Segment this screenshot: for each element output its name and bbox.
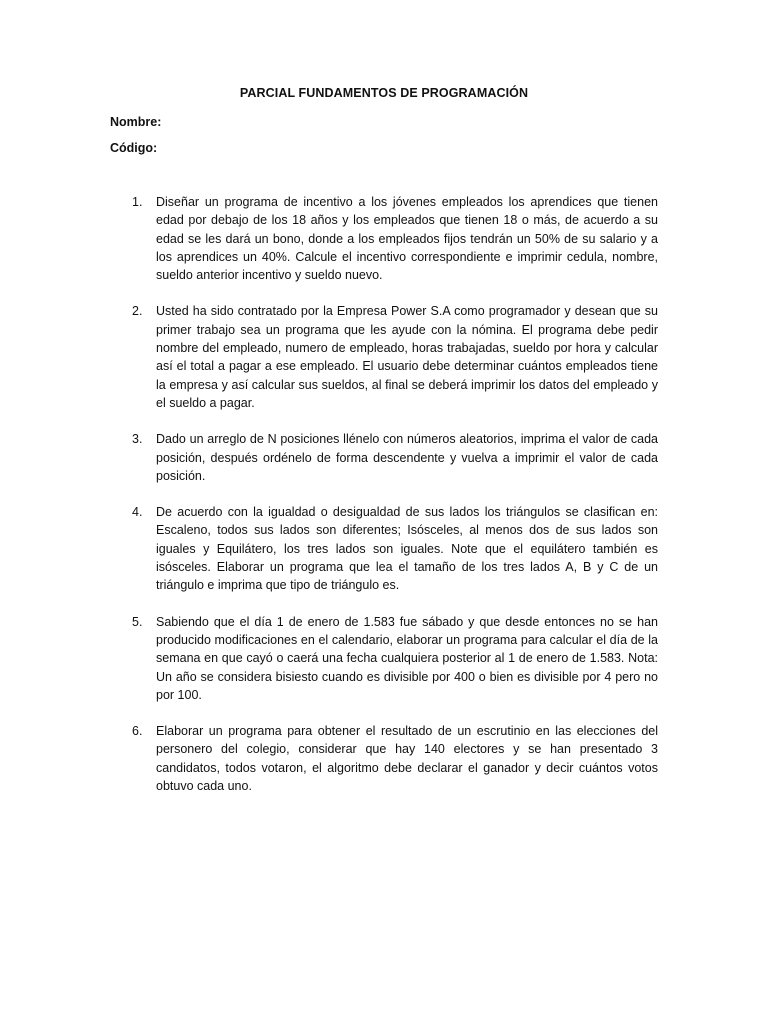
question-item-3 — [132, 430, 658, 485]
question-text: Dado un arreglo de N posiciones llénelo con números aleatorios, imprima el valor de cada posición, después ordénelo de forma descendente y vuelva a imprimir el valor de cada posición. — [156, 432, 658, 483]
question-text: De acuerdo con la igualdad o desigualdad de sus lados los triángulos se clasifican en: Escaleno, todos sus lados son diferentes; Isósceles, al menos dos de sus lados son iguales y Equilátero, los tres lados son iguales. Note que el equilátero también es isósceles. Elaborar un programa que lea el tamaño de los tres lados A, B y C de un triángulo e imprima que tipo de triángulo es. — [156, 505, 658, 593]
question-item-5 — [132, 613, 658, 704]
question-text: Usted ha sido contratado por la Empresa Power S.A como programador y desean que su primer trabajo sea un programa que les ayude con la nómina. El programa debe pedir nombre del empleado, numero de empleado, horas trabajadas, sueldo por hora y calcular así el total a pagar a ese empleado. El usuario debe determinar cuántos empleados tiene la empresa y así calcular sus sueldos, al final se deberá imprimir los datos del empleado y el sueldo a pagar. — [156, 304, 658, 410]
question-number: 5. — [132, 614, 143, 629]
question-number: 4. — [132, 505, 143, 520]
nombre-field-label: Nombre: — [110, 115, 162, 129]
question-list — [132, 193, 658, 813]
question-item-2 — [132, 302, 658, 412]
question-item-6 — [132, 722, 658, 795]
question-number: 1. — [132, 195, 143, 209]
question-number: 3. — [132, 432, 143, 447]
question-number: 6. — [132, 724, 143, 739]
page-title: PARCIAL FUNDAMENTOS DE PROGRAMACIÓN — [239, 86, 529, 100]
question-item-1 — [132, 193, 658, 284]
question-text: Elaborar un programa para obtener el resultado de un escrutinio en las elecciones del personero del colegio, considerar que hay 140 electores y se han presentado 3 candidatos, todos votaron, el algoritmo debe declarar el ganador y decir cuántos votos obtuvo cada uno. — [156, 724, 658, 794]
question-number: 2. — [132, 304, 143, 319]
codigo-field-label: Código: — [110, 141, 158, 155]
question-text: Diseñar un programa de incentivo a los jóvenes empleados los aprendices que tienen edad por debajo de los 18 años y los empleados que tienen 18 o más, de acuerdo a su edad se les dará un bono, donde a los empleados fijos tendrán un 50% de su salario y a los aprendices un 40%. Calcule el incentivo correspondiente e imprimir cedula, nombre, sueldo anterior incentivo y sueldo nuevo. — [156, 195, 658, 283]
question-text: Sabiendo que el día 1 de enero de 1.583 fue sábado y que desde entonces no se han producido modificaciones en el calendario, elaborar un programa para calcular el día de la semana en que cayó o caerá una fecha cualquiera posterior al 1 de enero de 1.583. Nota: Un año se considera bisiesto cuando es divisible por 400 o bien es divisible por 4 pero no por 100. — [156, 614, 658, 702]
question-item-4 — [132, 503, 658, 594]
